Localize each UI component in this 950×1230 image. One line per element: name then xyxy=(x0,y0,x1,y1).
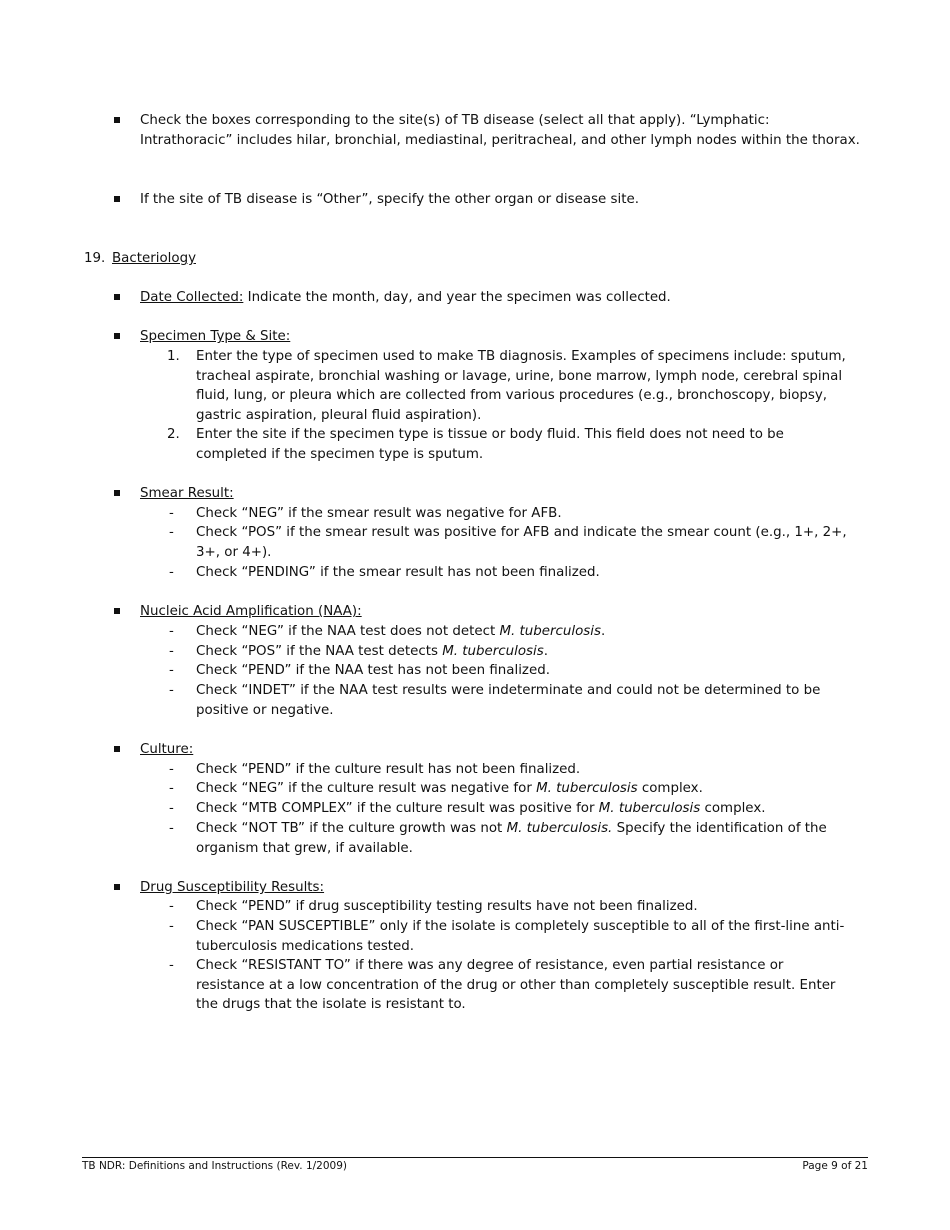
dash-marker: - xyxy=(169,821,174,836)
text: complex. xyxy=(637,781,703,796)
culture-item-neg xyxy=(196,779,868,799)
list-number: 2. xyxy=(167,427,180,442)
italic-term: M. tuberculosis xyxy=(442,644,544,659)
specimen-item-2: Enter the site if the specimen type is tissue or body fluid. This field does not need to be completed if the specimen type is sputum. xyxy=(196,427,784,462)
text: complex. xyxy=(700,801,766,816)
dash-marker: - xyxy=(169,899,174,914)
italic-term: M. tuberculosis. xyxy=(506,821,613,836)
section-title: Bacteriology xyxy=(112,251,196,266)
smear-label: Smear Result: xyxy=(140,486,234,501)
text: Specify the identification of the organism that grew, if available. xyxy=(196,821,827,856)
smear-item-neg: Check “NEG” if the smear result was negative for AFB. xyxy=(196,506,562,521)
text: Check “MTB COMPLEX” if the culture result was positive for xyxy=(196,801,599,816)
culture-item-pend xyxy=(196,760,868,780)
page-footer xyxy=(82,1157,868,1172)
page-number: Page 9 of 21 xyxy=(802,1160,868,1172)
drug-item-pan: Check “PAN SUSCEPTIBLE” only if the isolate is completely susceptible to all of the first-line anti-tuberculosis medications tested. xyxy=(196,919,845,954)
site-bullet-text: Check the boxes corresponding to the site(s) of TB disease (select all that apply). “Lymphatic: Intrathoracic” includes hilar, bronchial, mediastinal, peritracheal, and other lymph nodes within the thorax. xyxy=(140,113,860,148)
drug-label: Drug Susceptibility Results: xyxy=(140,880,325,895)
dash-marker: - xyxy=(169,762,174,777)
culture-item-mtb xyxy=(196,799,868,819)
naa-item-pos xyxy=(196,642,868,662)
naa-item-pend xyxy=(196,661,868,681)
dash-marker: - xyxy=(169,801,174,816)
date-collected-label: Date Collected: xyxy=(140,290,244,305)
dash-marker: - xyxy=(169,565,174,580)
other-site-bullet-text: If the site of TB disease is “Other”, specify the other organ or disease site. xyxy=(140,192,639,207)
specimen-label: Specimen Type & Site: xyxy=(140,329,291,344)
list-number: 1. xyxy=(167,349,180,364)
text: . xyxy=(543,644,548,659)
drug-item-resistant: Check “RESISTANT TO” if there was any degree of resistance, even partial resistance or resistance at a low concentration of the drug or other than completely susceptible result. Enter the drugs that the isolate is resistant to. xyxy=(196,958,836,1013)
specimen-item-1: Enter the type of specimen used to make TB diagnosis. Examples of specimens include: sputum, tracheal aspirate, bronchial washing or lavage, urine, bone marrow, lymph node, cerebral spinal fluid, lung, or pleura which are collected from various procedures (e.g., bronchoscopy, biopsy, gastric aspiration, pleural fluid aspiration). xyxy=(196,349,846,423)
bullet-square xyxy=(114,196,120,202)
date-collected-item xyxy=(140,288,860,308)
dash-marker: - xyxy=(169,644,174,659)
text: Check “NEG” if the NAA test does not detect xyxy=(196,624,500,639)
bullet-square xyxy=(114,608,120,614)
culture-item-nottb xyxy=(196,819,868,858)
bullet-square xyxy=(114,294,120,300)
italic-term: M. tuberculosis xyxy=(598,801,701,816)
dash-marker: - xyxy=(169,663,174,678)
smear-item-pos: Check “POS” if the smear result was positive for AFB and indicate the smear count (e.g., 1+, 2+, 3+, or 4+). xyxy=(196,525,847,560)
text: . xyxy=(600,624,606,639)
dash-marker: - xyxy=(169,525,174,540)
italic-term: M. tuberculosis xyxy=(536,781,638,796)
dash-marker: - xyxy=(169,506,174,521)
text: Check “NEG” if the culture result was negative for xyxy=(196,781,537,796)
dash-marker: - xyxy=(169,919,174,934)
dash-marker: - xyxy=(169,958,174,973)
text: Check “PEND” if the NAA test has not been finalized. xyxy=(196,663,550,678)
bullet-square xyxy=(114,884,120,890)
dash-marker: - xyxy=(169,781,174,796)
footer-title: TB NDR: Definitions and Instructions (Rev. 1/2009) xyxy=(82,1160,347,1172)
text: Check “PEND” if the culture result has not been finalized. xyxy=(196,762,581,777)
text: Check “INDET” if the NAA test results were indeterminate and could not be determined to be positive or negative. xyxy=(196,683,821,718)
dash-marker: - xyxy=(169,624,174,639)
drug-item-pend: Check “PEND” if drug susceptibility testing results have not been finalized. xyxy=(196,899,698,914)
bullet-square xyxy=(114,117,120,123)
date-collected-text: Indicate the month, day, and year the specimen was collected. xyxy=(247,290,671,305)
dash-marker: - xyxy=(169,683,174,698)
smear-item-pending: Check “PENDING” if the smear result has not been finalized. xyxy=(196,565,600,580)
naa-item-indet xyxy=(196,681,868,720)
section-number: 19. xyxy=(84,251,106,266)
naa-item-neg xyxy=(196,622,868,642)
bullet-square xyxy=(114,333,120,339)
italic-term: M. tuberculosis xyxy=(499,624,601,639)
culture-label: Culture: xyxy=(140,742,194,757)
bullet-square xyxy=(114,490,120,496)
text: Check “NOT TB” if the culture growth was not xyxy=(196,821,507,836)
bullet-square xyxy=(114,746,120,752)
naa-label: Nucleic Acid Amplification (NAA): xyxy=(140,604,362,619)
text: Check “POS” if the NAA test detects xyxy=(196,644,443,659)
